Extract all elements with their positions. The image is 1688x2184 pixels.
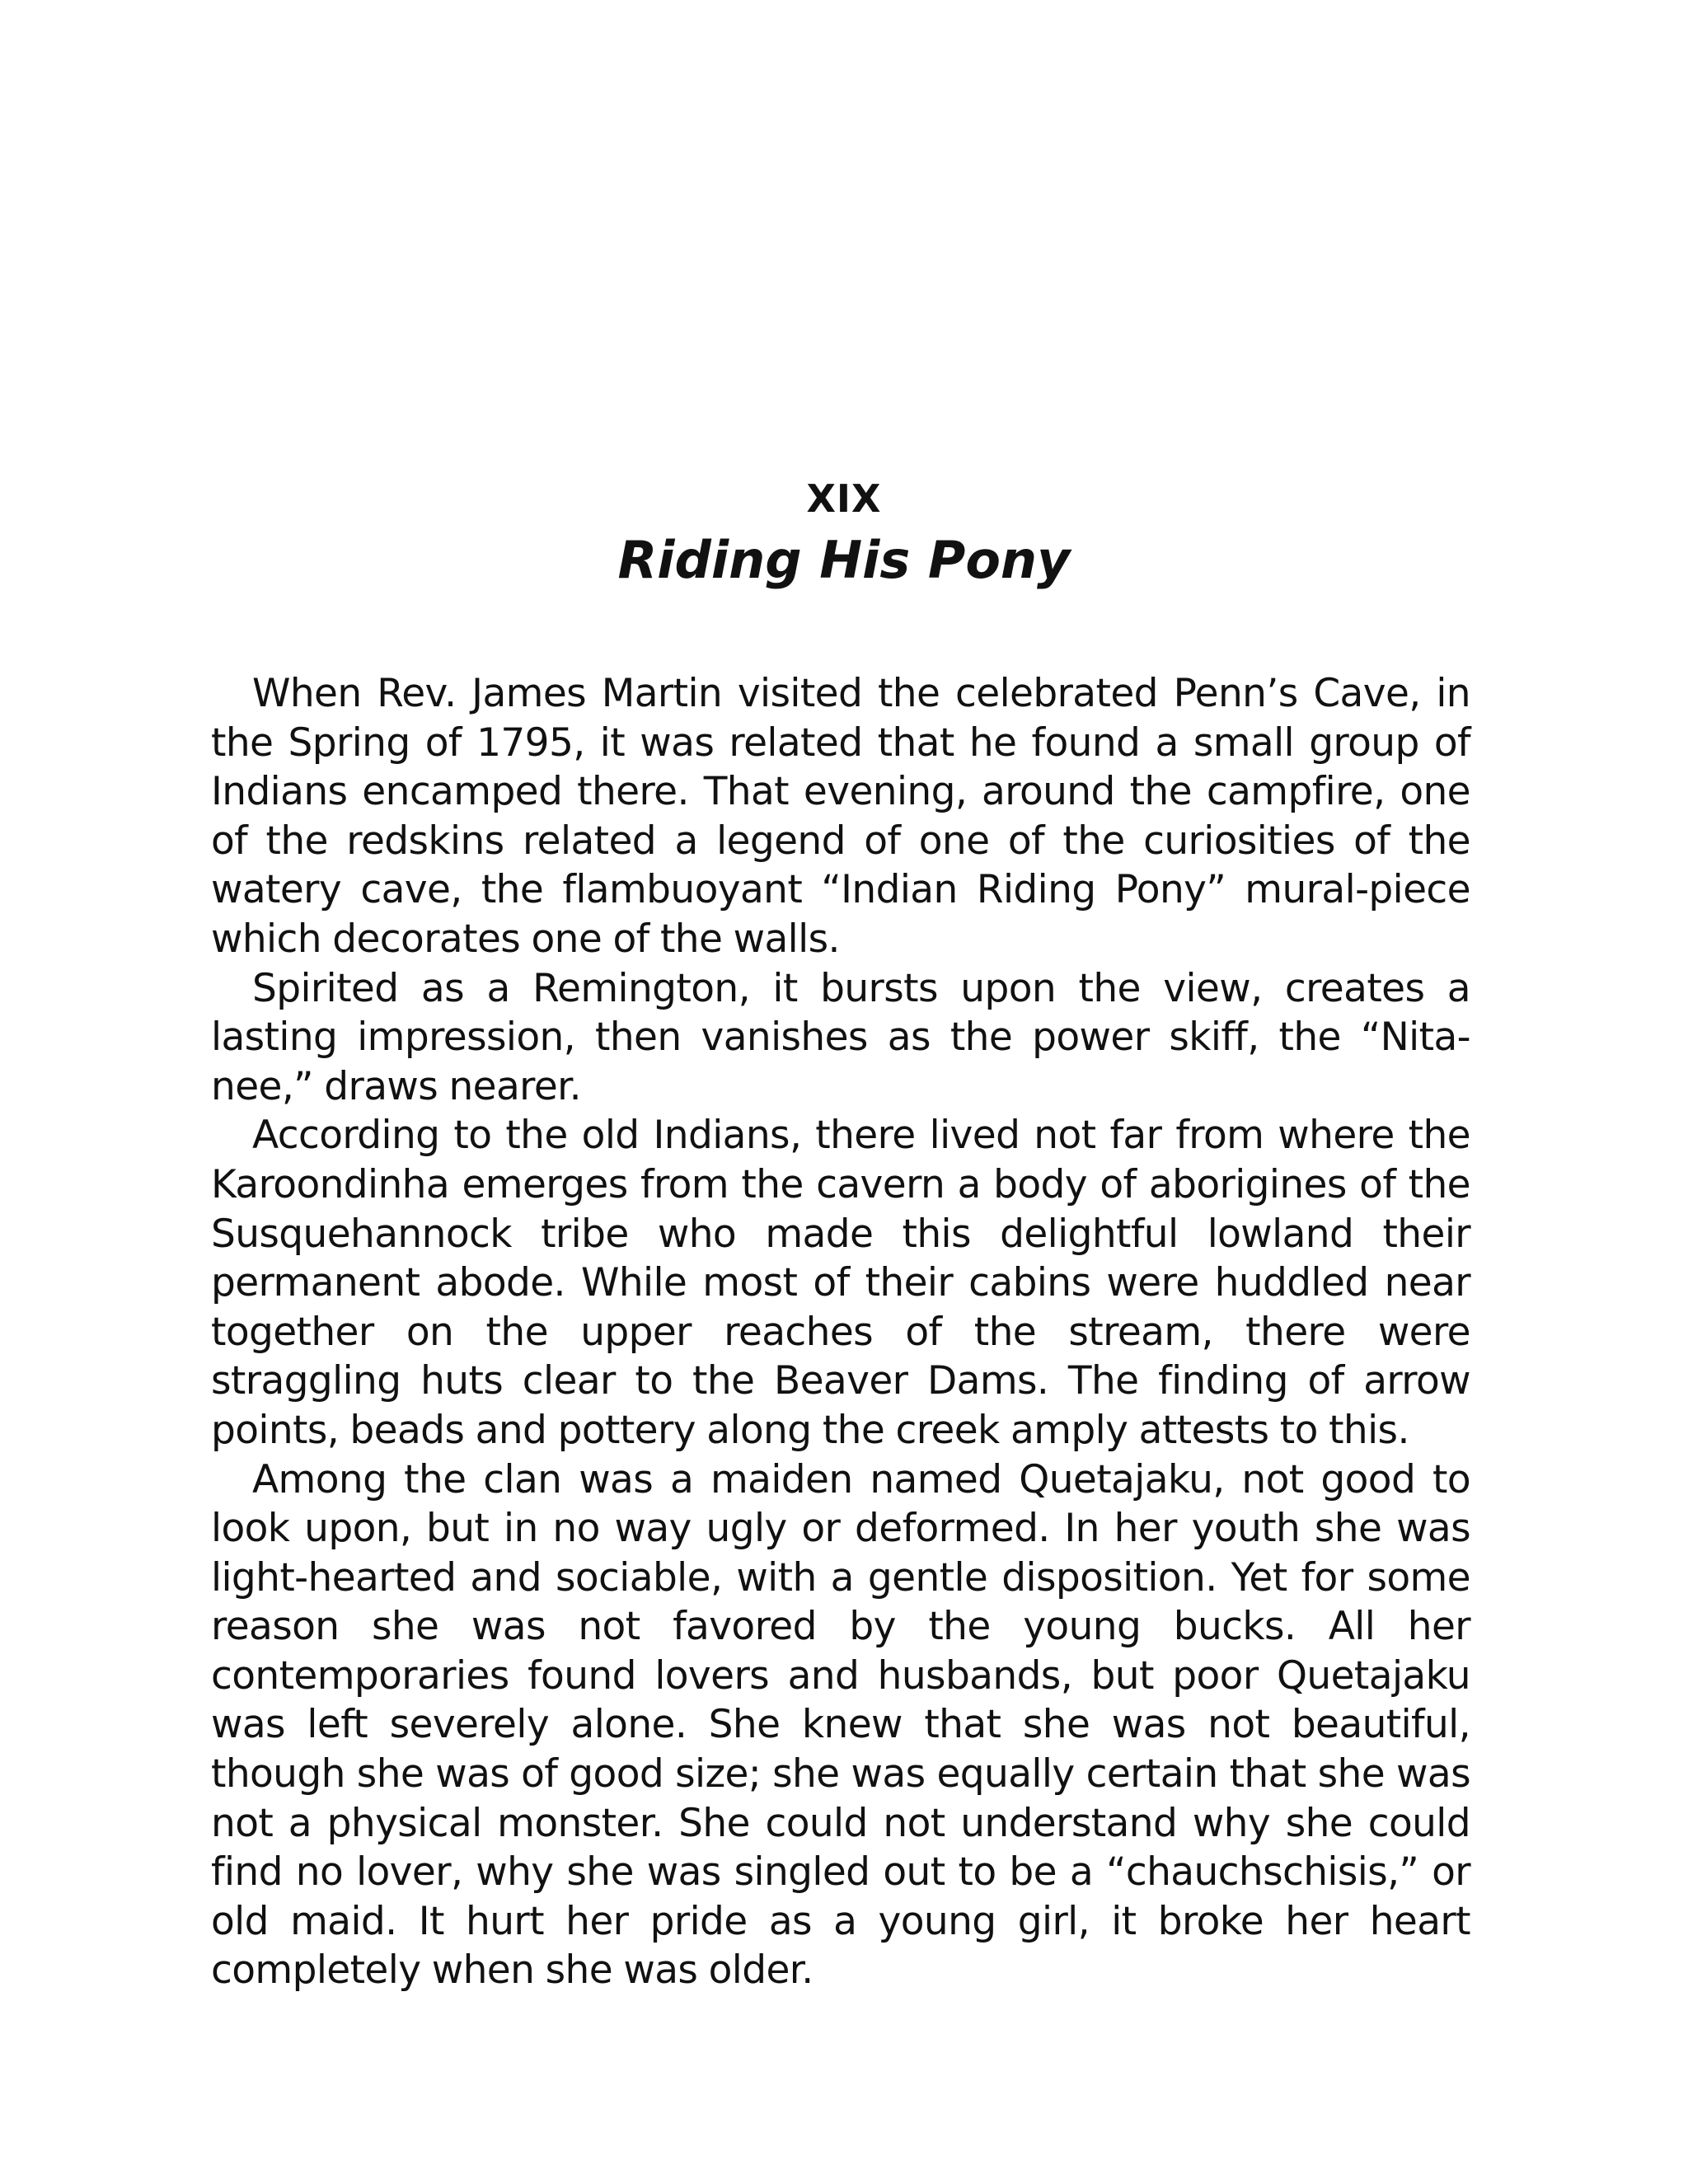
paragraph: Among the clan was a maiden named Quetajaku, not good to look upon, but in no way ugly or deformed. In her youth she was light-hearted and sociable, with a gentle disposition. Yet for some reason she was not favored by the young bucks. All her contemporaries found lovers and husbands, but poor Quetajaku was left severely alone. She knew that she was not beautiful, though she was of good size; she was equally certain that she was not a physical monster. She could not understand why she could find no lover, why she was singled out to be a “chauchschisis,” or old maid. It hurt her pride as a young girl, it broke her heart completely when she was older. [211, 1456, 1470, 1994]
chapter-number: XIX [806, 476, 882, 521]
paragraph: According to the old Indians, there lived not far from where the Karoondinha emerges from the cavern a body of aborigines of the Susquehannock tribe who made this delightful lowland their permanent abode. While most of their cabins were huddled near together on the upper reaches of the stream, there were straggling huts clear to the Beaver Dams. The finding of arrow points, beads and pottery along the creek amply attests to this. [211, 1113, 1470, 1453]
paragraph: When Rev. James Martin visited the celebrated Penn’s Cave, in the Spring of 1795, it was related that he found a small group of Indians encamped there. That evening, around the campfire, one of the redskins related a legend of one of the curiosities of the watery cave, the flambuoyant “Indian Riding Pony” mural-piece which decorates one of the walls. [211, 671, 1470, 962]
paragraph: Spirited as a Remington, it bursts upon the view, creates a lasting impression, then vanishes as the power skiff, the “Nita-nee,” draws nearer. [211, 965, 1470, 1109]
chapter-body [211, 669, 1470, 1995]
chapter-title: Riding His Pony [617, 530, 1071, 590]
